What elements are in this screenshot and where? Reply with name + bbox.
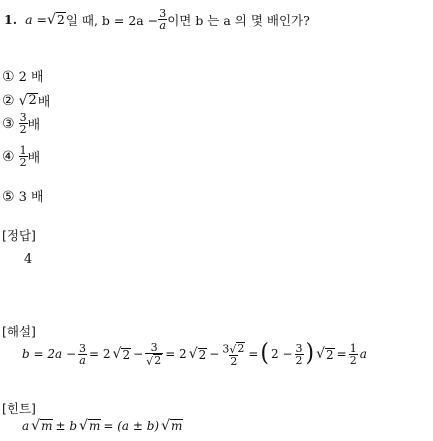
- fraction-3-over-a: $\frac{3}{a}$: [159, 7, 167, 32]
- question-cond-pre: a =: [25, 12, 47, 27]
- question-cond-post: 이면 b 는 a 의 몇 배인가?: [167, 12, 310, 28]
- sqrt-two: √ 2: [46, 11, 65, 28]
- option-3[interactable]: ③ $\frac{3}{2}$ 배: [2, 111, 41, 136]
- explanation-label: [해설]: [2, 324, 36, 339]
- option-4[interactable]: ④ $\frac{1}{2}$ 배: [2, 144, 41, 169]
- question-number: 1.: [4, 12, 18, 27]
- option-5[interactable]: ⑤ 3 배: [2, 189, 44, 205]
- option-2[interactable]: ② √ 2 배: [2, 92, 51, 110]
- question-cond-mid: 일 때, b = 2a −: [65, 12, 159, 28]
- option-1[interactable]: ① 2 배: [2, 69, 44, 85]
- question-line: [4, 8, 310, 31]
- answer-label: [정답]: [2, 228, 36, 243]
- explanation-math: b = 2a − $\frac{3}{a}$ = 2 √ 2 − 3 √ 2 = 2 √ 2 − 3 √ 2 2 = ( 2 − $\frac{3}{2}$ ) √ 2 = $\frac{1}{2}$ a: [22, 339, 367, 368]
- hint-label: [힌트]: [2, 401, 36, 416]
- answer-value: 4: [24, 252, 33, 267]
- hint-math: a √ m ± b √ m = (a ± b) √ m: [22, 418, 183, 434]
